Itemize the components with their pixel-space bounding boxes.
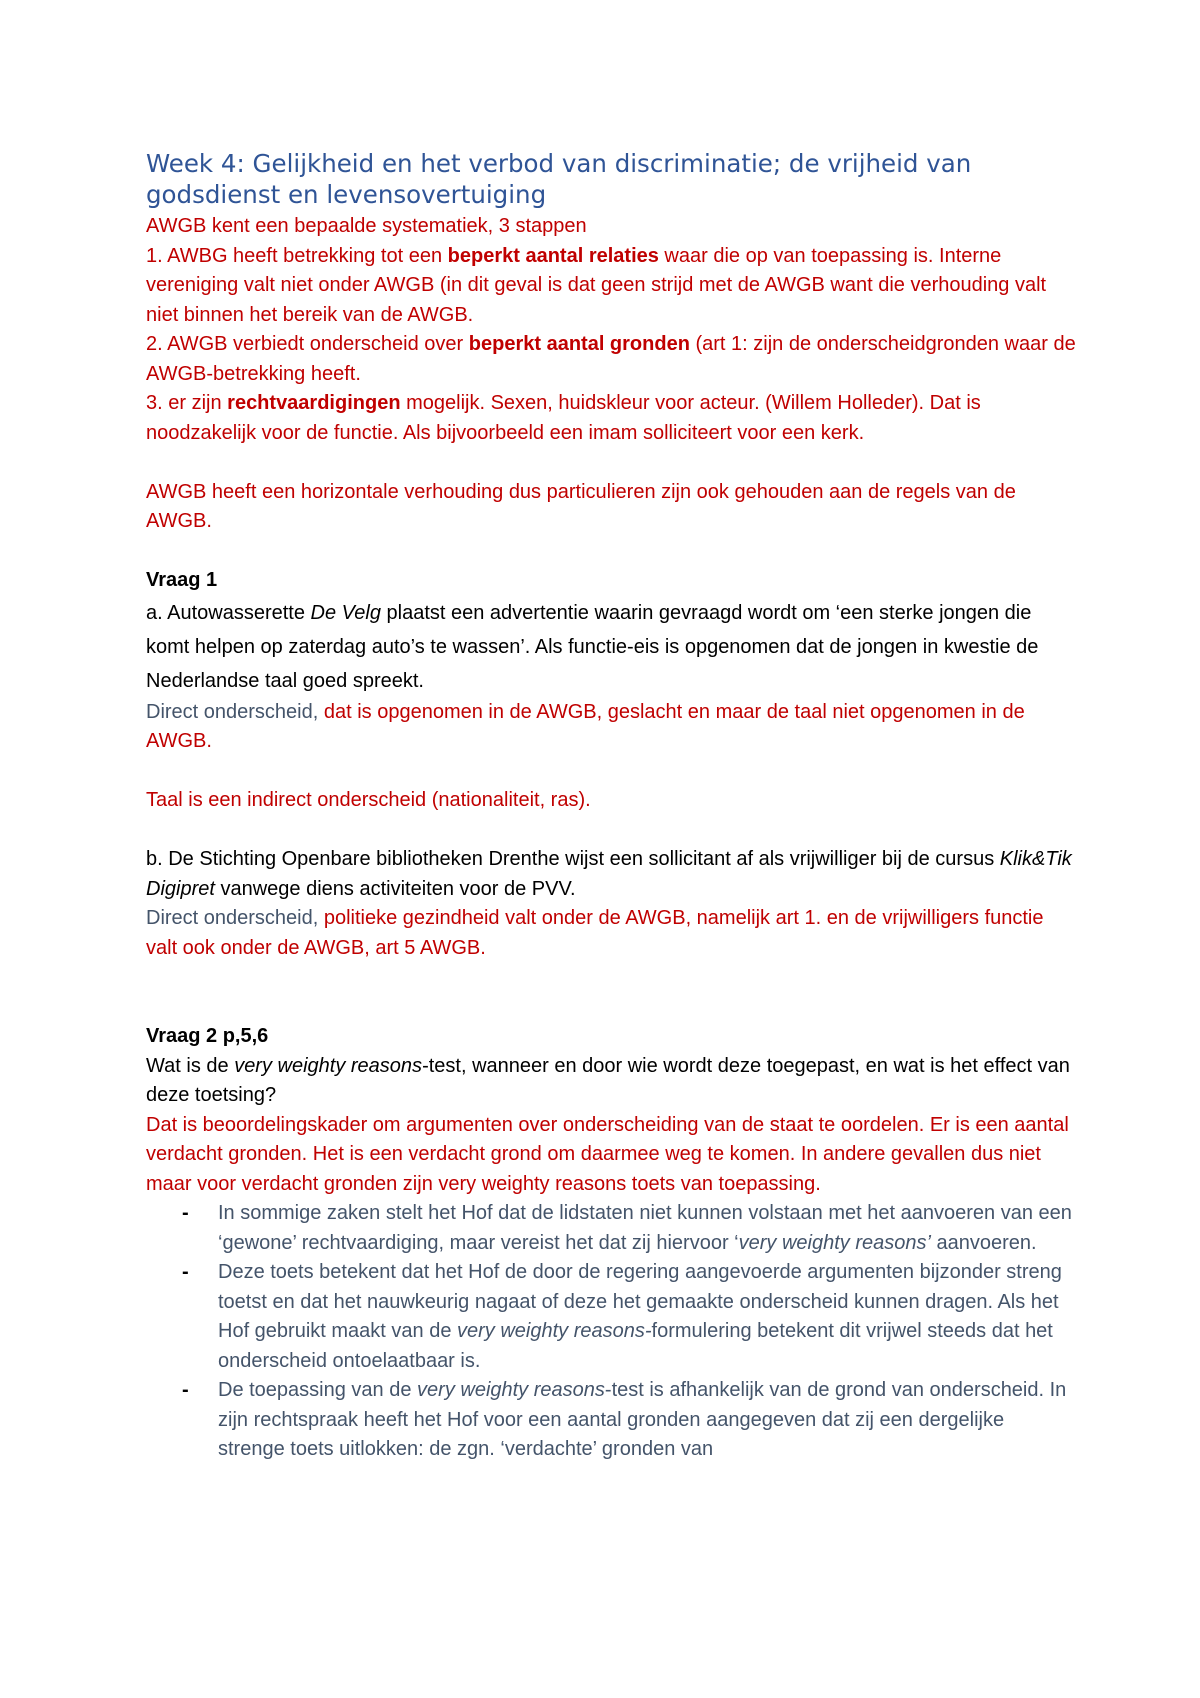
step-3-text-a: 3. er zijn (146, 392, 228, 414)
bullet-3-italic: very weighty reasons (417, 1379, 605, 1401)
bullet-1-italic: very weighty reasons’ (738, 1231, 931, 1254)
vraag-1a-answer-text: dat is opgenomen in de AWGB, geslacht en maar de taal niet opgenomen in de AWGB. (146, 700, 1025, 752)
vraag-1a-answer (146, 698, 1076, 757)
vraag-2-answer: Dat is beoordelingskader om argumenten over onderscheiding van de staat te oordelen. Er is een aantal verdacht gronden. Het is een verdacht grond om daarmee weg te komen. In andere gevallen dus niet maar voor verdacht gronden zijn very weighty reasons toets van toepassing. (146, 1113, 1069, 1195)
spacer (146, 816, 1076, 846)
vraag-2-pre: Wat is de (146, 1054, 235, 1077)
vraag-1b-answer-text: politieke gezindheid valt onder de AWGB, namelijk art 1. en de vrijwilligers functie valt ook onder de AWGB, art 5 AWGB. (146, 907, 1044, 959)
step-3-text-b: mogelijk. Sexen, huidskleur voor acteur. (Willem Holleder). Dat is noodzakelijk voor de functie. Als bijvoorbeeld een imam solliciteert voor een kerk. (146, 392, 981, 444)
bullet-2-post: formulering betekent dit vrijwel steeds dat het onderscheid ontoelaatbaar is. (218, 1320, 1053, 1372)
intro-heading: AWGB kent een bepaalde systematiek, 3 stappen (146, 215, 587, 237)
spacer (146, 537, 1076, 567)
spacer (146, 448, 1076, 478)
step-1 (146, 242, 1076, 331)
vraag-2-title: Vraag 2 p,5,6 (146, 1025, 269, 1047)
spacer (146, 963, 1076, 1022)
bullet-3-pre: De toepassing van de (218, 1379, 418, 1401)
vraag-2-question (146, 1052, 1076, 1111)
vraag-2-italic: very weighty reasons (234, 1054, 423, 1077)
horizontal-note: AWGB heeft een horizontale verhouding dus particulieren zijn ook gehouden aan de regels van de AWGB. (146, 480, 1016, 532)
vraag-1b-italic: Klik&Tik Digipret (146, 848, 1072, 900)
vraag-1a-italic: De Velg (310, 601, 381, 624)
vraag-1-title: Vraag 1 (146, 569, 218, 591)
step-2-bold: beperkt aantal gronden (468, 333, 690, 355)
vraag-1b-question (146, 845, 1076, 904)
step-3-bold: rechtvaardigingen (227, 392, 401, 414)
list-item (182, 1376, 1076, 1465)
step-3 (146, 389, 1076, 448)
vraag-1a-extra: Taal is een indirect onderscheid (nationaliteit, ras). (146, 789, 591, 811)
step-1-bold: beperkt aantal relaties (447, 244, 659, 267)
step-2-text-b: (art 1: zijn de onderscheidgronden waar de AWGB-betrekking heeft. (146, 333, 1076, 385)
page-title: Week 4: Gelijkheid en het verbod van discriminatie; de vrijheid van godsdienst en levensovertuiging (146, 149, 972, 209)
bullet-1-pre: In sommige zaken stelt het Hof dat de lidstaten niet kunnen volstaan met het aanvoeren van een ‘gewone’ rechtvaardiging, maar vereist het dat zij hiervoor ‘ (218, 1202, 1072, 1254)
bullet-dash: - (182, 1261, 189, 1283)
vraag-1b-post: vanwege diens activiteiten voor de PVV. (214, 877, 576, 900)
list-item (182, 1258, 1076, 1376)
bullet-dash: - (182, 1379, 189, 1401)
vraag-2-post: -test, wanneer en door wie wordt deze toegepast, en wat is het effect van deze toetsing? (146, 1054, 1070, 1106)
bullet-dash: - (182, 1202, 189, 1224)
vraag-1a-answer-label: Direct onderscheid, (146, 700, 319, 723)
bullet-1-post: aanvoeren. (930, 1231, 1037, 1254)
vraag-2-bullet-list (146, 1199, 1076, 1465)
vraag-1b-pre: b. De Stichting Openbare bibliotheken Drenthe wijst een sollicitant af als vrijwilliger bij de cursus (146, 848, 1000, 870)
bullet-2-pre: Deze toets betekent dat het Hof de door de regering aangevoerde argumenten bijzonder streng toetst en dat het nauwkeurig nagaat of deze het gemaakte onderscheid kunnen dragen. Als het Hof gebruikt maakt van de (218, 1261, 1062, 1342)
bullet-2-italic: very weighty reasons- (457, 1320, 652, 1342)
vraag-1b-answer-label: Direct onderscheid, (146, 907, 319, 929)
vraag-1a-post: plaatst een advertentie waarin gevraagd wordt om ‘een sterke jongen die komt helpen op zaterdag auto’s te wassen’. Als functie-eis is opgenomen dat de jongen in kwestie de Nederlandse taal goed spreekt. (146, 601, 1039, 692)
list-item (182, 1199, 1076, 1258)
step-1-text-a: 1. AWBG heeft betrekking tot een (146, 244, 448, 267)
step-2-text-a: 2. AWGB verbiedt onderscheid over (146, 333, 469, 355)
step-2 (146, 330, 1076, 389)
vraag-1a-question (146, 596, 1076, 698)
bullet-3-post: -test is afhankelijk van de grond van onderscheid. In zijn rechtspraak heeft het Hof voor een aantal gronden aangegeven dat zij een dergelijke strenge toets uitlokken: de zgn. ‘verdachte’ gronden van (218, 1379, 1067, 1460)
vraag-1a-pre: a. Autowasserette (146, 601, 311, 624)
step-1-text-b: waar die op van toepassing is. Interne vereniging valt niet onder AWGB (in dit geval is dat geen strijd met de AWGB want die verhouding valt niet binnen het bereik van de AWGB. (146, 244, 1047, 326)
vraag-1b-answer (146, 904, 1076, 963)
spacer (146, 757, 1076, 787)
document-page (146, 148, 1076, 1465)
